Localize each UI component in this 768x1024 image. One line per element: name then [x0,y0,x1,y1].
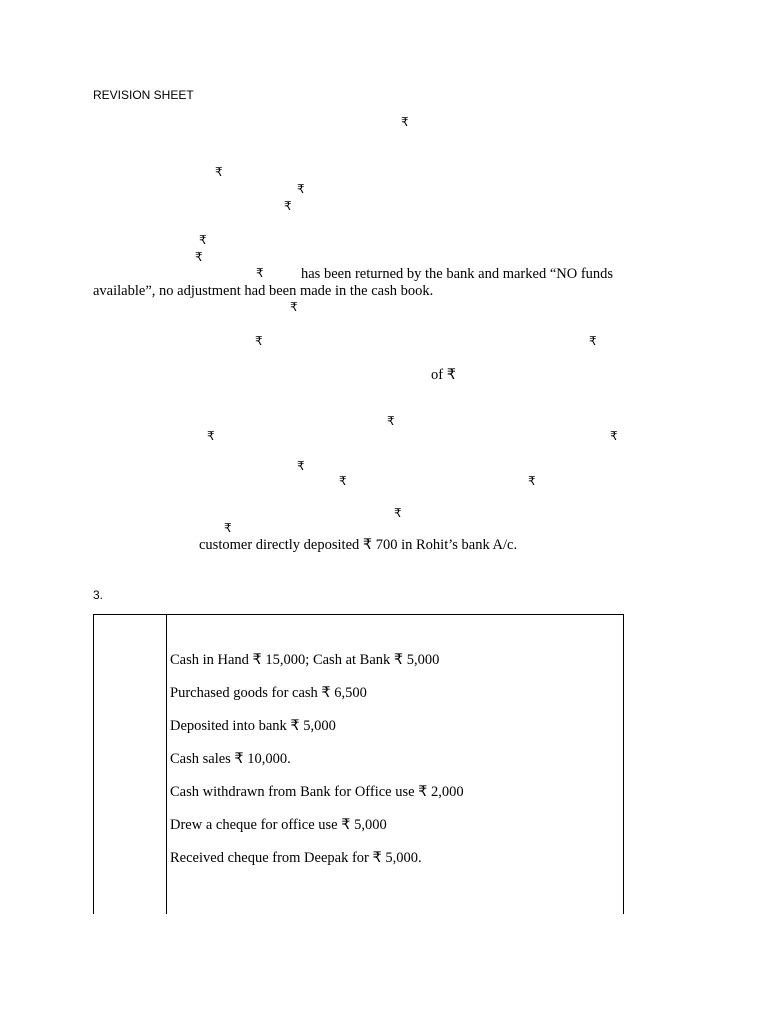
rupee-symbol: ₹ [528,474,536,488]
rupee-symbol: ₹ [256,266,264,280]
rupee-symbol: ₹ [215,165,223,179]
transaction-row: Received cheque from Deepak for ₹ 5,000. [170,850,422,866]
rupee-symbol: ₹ [401,115,409,129]
rupee-symbol: ₹ [589,334,597,348]
transaction-row: Cash sales ₹ 10,000. [170,751,291,767]
question-number: 3. [93,588,104,602]
page-title: REVISION SHEET [93,88,194,102]
rupee-symbol: ₹ [284,199,292,213]
rupee-symbol: ₹ [255,334,263,348]
rupee-symbol: ₹ [297,182,305,196]
column-divider [166,615,167,914]
rupee-symbol: ₹ [199,233,207,247]
transaction-row: Cash in Hand ₹ 15,000; Cash at Bank ₹ 5,000 [170,652,440,668]
returned-cheque-text-cont: available”, no adjustment had been made in the cash book. [93,283,434,299]
rupee-symbol: ₹ [339,474,347,488]
returned-cheque-text: has been returned by the bank and marked “NO funds [301,266,614,282]
transaction-row: Drew a cheque for office use ₹ 5,000 [170,817,387,833]
customer-deposit-text: customer directly deposited ₹ 700 in Rohit’s bank A/c. [199,537,518,553]
transactions-list [170,651,464,882]
rupee-symbol: ₹ [394,506,402,520]
rupee-symbol: ₹ [195,250,203,264]
transaction-row: Purchased goods for cash ₹ 6,500 [170,685,367,701]
of-amount-text: of ₹ [431,367,456,383]
rupee-symbol: ₹ [207,429,215,443]
rupee-symbol: ₹ [297,459,305,473]
transaction-row: Deposited into bank ₹ 5,000 [170,718,336,734]
transactions-table [93,614,624,914]
rupee-symbol: ₹ [387,414,395,428]
rupee-symbol: ₹ [224,521,232,535]
rupee-symbol: ₹ [610,429,618,443]
rupee-symbol: ₹ [290,300,298,314]
transaction-row: Cash withdrawn from Bank for Office use ₹ 2,000 [170,784,464,800]
